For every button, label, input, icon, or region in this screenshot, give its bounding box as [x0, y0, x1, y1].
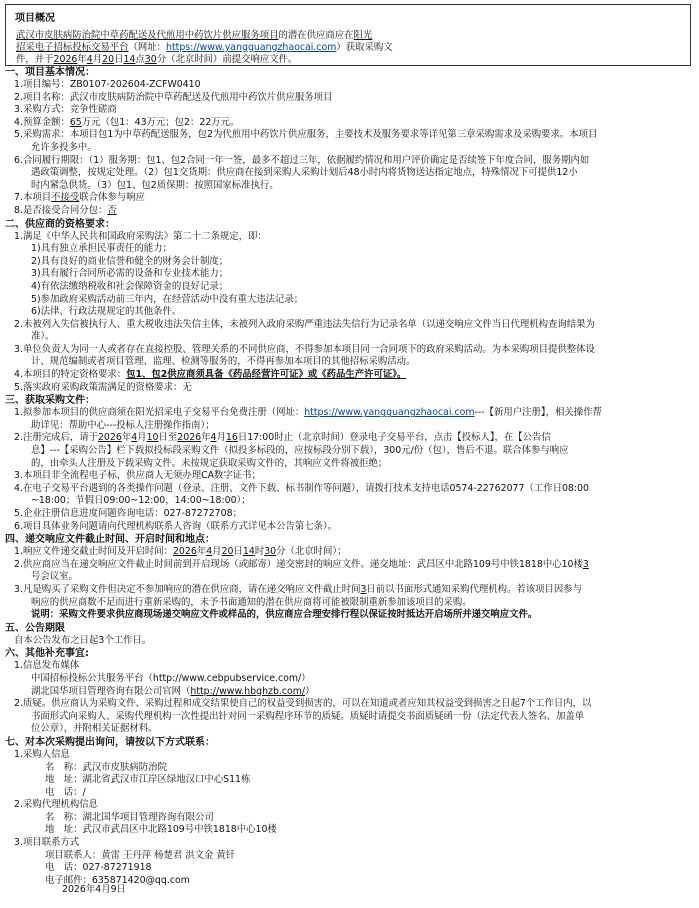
- obtain-docs-text: ---【新用户注册】，相关操作帮: [474, 407, 602, 419]
- deadline-year: 2026: [53, 54, 78, 65]
- submission-day: 20: [221, 546, 234, 558]
- agency-address: 地 址：武汉市武昌区中北路109号中铁1818中心10楼: [45, 824, 277, 836]
- submission-text: 1.响应文件递交截止时间及开启时间：: [14, 546, 173, 558]
- platform-name-underlined: 阳光: [353, 30, 373, 41]
- register-url-link[interactable]: https://www.yangguangzhaocai.com: [304, 407, 475, 419]
- subcontract-value: 否: [107, 204, 117, 216]
- withdraw-text: 日前以书面形式通知采购代理机构。若该项目因参与: [366, 583, 583, 595]
- end-year: 2026: [177, 432, 202, 444]
- overview-body: [16, 30, 688, 66]
- submission-address: [5, 559, 693, 572]
- overview-text: 日: [114, 54, 124, 65]
- obtain-docs-text: 17:00时止（北京时间）登录电子交易平台，点击【投标人】，在【公告信: [247, 432, 551, 444]
- section-4-heading: 四、递交响应文件截止时间、开启时间和地点：: [5, 534, 215, 546]
- deadline-minute: 30: [144, 54, 157, 65]
- consortium-value: 不接受: [51, 192, 80, 204]
- media-text: 湖北国华项目管理咨询有限公司官网（: [31, 685, 191, 697]
- procurement-method: 3.采购方式：竞争性磋商: [14, 104, 117, 116]
- project-name: 2.项目名称：武汉市皮肤病防治院中草药配送及代煎用中药饮片供应服务项目: [14, 91, 333, 103]
- qualification-1-item: 2)具有良好的商业信誉和健全的财务会计制度；: [31, 255, 229, 267]
- announcement-body: [5, 66, 693, 887]
- overview-title: 项目概况: [15, 13, 55, 24]
- media-text: ）: [305, 685, 315, 697]
- media-1: 中国招标投标公共服务平台（http://www.cebpubservice.com/）: [31, 672, 311, 684]
- deadline-month: 4: [86, 54, 93, 65]
- obtain-docs-4: 4.在电子交易平台遇到的各类操作问题（登录、注册、文件下载、标书制作等问题），请拨打技术支持电话0574-22762077（工作日08:00: [14, 482, 589, 494]
- agency-name: 名 称：湖北国华项目管理咨询有限公司: [45, 811, 214, 823]
- contact-heading: 3.项目联系方式: [14, 837, 80, 849]
- contact-email: 电子邮件：635871420@qq.com: [45, 874, 190, 886]
- overview-text: 分: [156, 54, 167, 65]
- overview-text: 件，并于: [16, 54, 54, 65]
- section-2-heading: 二、供应商的资格要求：: [5, 218, 115, 230]
- section-6-heading: 六、其他补充事宜:: [5, 648, 89, 660]
- qualification-5: 5.落实政府采购政策需满足的资格要求：无: [14, 381, 192, 393]
- withdraw-notice-cont: 响应的供应商数不足而进行重新采购的，未予书面通知的潜在供应商将可能被限制重新参加该项目的采购。: [31, 596, 472, 608]
- contract-term-cont-1: 遇政策调整，按规定处理。（2）包1交货期：供应商在接到采购人采购计划后48小时内将货物送达指定地点，特殊情况下可提供12小: [31, 167, 578, 179]
- contact-phone: 电 话：027-87271918: [45, 862, 152, 874]
- platform-name-underlined-2: 招采电子招标投标交易平台: [16, 42, 129, 53]
- publish-date: 2026年4月9日: [62, 884, 126, 895]
- obtain-docs-5: 5.企业注册信息进度问题咨询电话：027-87272708；: [14, 508, 242, 519]
- section-7-heading: 七、对本次采购提出询问，请按以下方式联系：: [5, 736, 215, 748]
- section-5-heading: 五、公告期限: [5, 622, 65, 634]
- consortium-text: 7.本项目: [14, 192, 52, 204]
- obtain-docs-2-cont-2: 的，由牵头人注册及下载采购文件。未按规定获取采购文件的，其响应文件将被拒绝；: [31, 457, 388, 469]
- purchaser-heading: 1.采购人信息: [14, 748, 70, 760]
- qualification-1-item: 1)具有独立承担民事责任的能力；: [31, 243, 172, 255]
- project-overview-box: [5, 4, 691, 66]
- start-month: 4: [131, 432, 138, 444]
- challenge-1: 2.质疑。供应商认为采购文件、采购过程和成交结果使自己的权益受到损害的，可以在知道或者应知其权益受到损害之日起7个工作日内，以: [14, 698, 592, 710]
- contract-term-cont-2: 时内紧急供货。（3）包1、包2质保期：按照国家标准执行。: [31, 179, 279, 191]
- procurement-needs-cont: 允许多投多中。: [31, 141, 97, 153]
- challenge-3: 位公章），并附相关证据材料。: [31, 723, 158, 735]
- overview-text: （北京时间）前提交响应文件。: [166, 54, 298, 65]
- obtain-docs-1: [5, 407, 693, 420]
- media-2: [5, 686, 693, 699]
- qualification-4: [5, 369, 693, 382]
- withdraw-days: 3: [360, 583, 367, 595]
- agency-heading: 2.采购代理机构信息: [14, 799, 98, 811]
- submission-minute: 30: [264, 546, 277, 558]
- qualification-1-item: 4)有依法缴纳税收和社会保障资金的良好记录；: [31, 280, 229, 292]
- overview-text: 的潜在供应商应在: [278, 30, 354, 41]
- budget-value: 65: [69, 116, 82, 128]
- obtain-docs-1-cont: 助详见：帮助中心---投标人注册操作指南）；: [31, 419, 215, 431]
- consortium-policy: [5, 192, 693, 205]
- submission-hour: 14: [242, 546, 255, 558]
- purchaser-phone: 电 话：/: [45, 786, 86, 798]
- purchaser-address: 地 址：湖北省武汉市江岸区绿地汉口中心S11栋: [45, 774, 251, 786]
- submission-text: 2.供应商应当在递交响应文件截止时间前到开启现场（或邮寄）递交密封的响应文件。递交地址：武昌区中北路109号中铁1818中心10楼: [14, 558, 583, 570]
- budget-amount: [5, 117, 693, 130]
- overview-text: ）获取采购文: [336, 42, 393, 53]
- obtain-docs-4-cont: ~18:00；节假日09:00~12:00，14:00~18:00）；: [31, 495, 251, 507]
- obtain-docs-text: 2.注册完成后，请于: [14, 432, 98, 444]
- qualification-3: 3.单位负责人为同一人或者存在直接控股、管理关系的不同供应商，不得参加本项目同一合同项下的政府采购活动。为本采购项目提供整体设: [14, 343, 595, 355]
- deadline-day: 20: [102, 54, 115, 65]
- overview-text: 点: [135, 54, 145, 65]
- submission-address-cont: 号会议室。: [31, 571, 78, 583]
- project-name-underlined: 武汉市皮肤病防治院中草药配送及代煎用中药饮片供应服务项目: [16, 30, 279, 41]
- contract-term: 6.合同履行期限：（1）服务期：包1、包2合同一年一签，最多不超过三年，依据履约情况和用户评价确定是否续签下年度合同，服务期内如: [14, 154, 590, 166]
- submission-deadline: 1.响应文件递交截止时间及开启时间：2026年4月20日14时30分（北京时间）；: [14, 546, 347, 558]
- obtain-docs-3: 3.本项目非全流程电子标，供应商人无须办理CA数字证书；: [14, 470, 261, 482]
- qualification-3-cont: 计、规范编制或者项目管理、监理、检测等服务的，不得再参加本项目的其他招标采购活动。: [31, 356, 416, 368]
- qualification-1-item: 3)具有履行合同所必需的设备和专业技术能力；: [31, 268, 229, 280]
- meeting-room-number: 3: [582, 558, 589, 570]
- media-heading: 1.信息发布媒体: [14, 660, 80, 672]
- platform-url-link[interactable]: https://www.yangguangzhaocai.com: [166, 42, 337, 53]
- qualification-2: 2.未被列入失信被执行人、重大税收违法失信主体，未被列入政府采购严重违法失信行为记录名单（以递交响应文件当日代理机构查询结果为: [14, 318, 595, 330]
- purchaser-name: 名 称：武汉市皮肤病防治院: [45, 761, 167, 773]
- notice-period: 自本公告发布之日起3个工作日。: [14, 634, 152, 646]
- contact-people: 项目联系人：黄雷 王丹萍 杨楚君 洪文金 黄钎: [45, 849, 236, 861]
- subcontract-policy: [5, 205, 693, 218]
- section-3-heading: 三、获取采购文件：: [5, 395, 95, 407]
- qualification-1: 1.满足《中华人民共和国政府采购法》第二十二条规定，即：: [14, 230, 267, 242]
- special-qualification: 包1、包2供应商须具备《药品经营许可证》或《药品生产许可证》。: [126, 369, 407, 381]
- submission-month: 4: [206, 546, 213, 558]
- withdraw-notice: [5, 584, 693, 597]
- end-month: 4: [210, 432, 217, 444]
- obtain-docs-6: 6.项目具体业务问题请向代理机构联系人咨询（联系方式详见本公告第七条）。: [14, 520, 338, 532]
- start-year: 2026: [97, 432, 122, 444]
- qualification-2-cont: 准）。: [31, 331, 55, 343]
- qualification-1-item: 5)参加政府采购活动前三年内，在经营活动中没有重大违法记录；: [31, 293, 304, 305]
- obtain-docs-2: 2.注册完成后，请于2026年4月10日至2026年4月16日17:00时止（北京时间）登录电子交易平台，点击【投标人】，在【公告信: [14, 432, 551, 444]
- overview-text: 年: [77, 54, 87, 65]
- project-number: 1.项目编号：ZB0107-202604-ZCFW0410: [14, 79, 201, 90]
- deadline-hour: 14: [123, 54, 136, 65]
- end-day: 16: [225, 432, 238, 444]
- budget-detail: 万元（包1：43万元；包2：22万元。: [81, 116, 240, 128]
- overview-text: 月: [92, 54, 103, 65]
- submission-year: 2026: [172, 546, 197, 558]
- qualification-1-item: 6)法律、行政法规规定的其他条件。: [31, 306, 182, 318]
- procurement-needs: 5.采购需求：本项目包1为中草药配送服务，包2为代煎用中药饮片供应服务，主要技术及服务要求等详见第三章采购需求及采购要求。本项目: [14, 129, 598, 141]
- consortium-text: 联合体参与响应: [79, 192, 145, 204]
- obtain-docs-text: 1.拟参加本项目的供应商须在阳光招采电子交易平台免费注册（网址：: [14, 407, 305, 419]
- start-day: 10: [146, 432, 159, 444]
- submission-text: （北京时间）；: [285, 546, 347, 558]
- budget-label: 4.预算金额：: [14, 116, 70, 128]
- section-1-heading: 一、项目基本情况：: [5, 67, 95, 78]
- agency-site-link[interactable]: http://www.hbghzb.com/: [190, 685, 306, 697]
- qualification-4-label: 4.本项目的特定资格要求：: [14, 369, 127, 381]
- subcontract-label: 8.是否接受合同分包：: [14, 204, 108, 216]
- obtain-docs-2-cont-1: 息】---【采购公告】栏下载拟投标段采购文件（拟投多标段的，应按标段分别下载），300元/份（包），售后不退。联合体参与响应: [31, 445, 569, 457]
- overview-text: （网址：: [128, 42, 167, 53]
- submission-note: 说明：采购文件要求供应商现场递交响应文件或样品的，供应商应合理安排行程以保证按时抵达开启场所并递交响应文件。: [31, 609, 538, 621]
- withdraw-text: 3.凡是购买了采购文件但决定不参加响应的潜在供应商，请在递交响应文件截止时间: [14, 583, 361, 595]
- challenge-2: 书面形式向采购人、采购代理机构一次性提出针对同一采购程序环节的质疑。质疑时请提交书面质疑函一份（法定代表人签名、加盖单: [31, 710, 585, 722]
